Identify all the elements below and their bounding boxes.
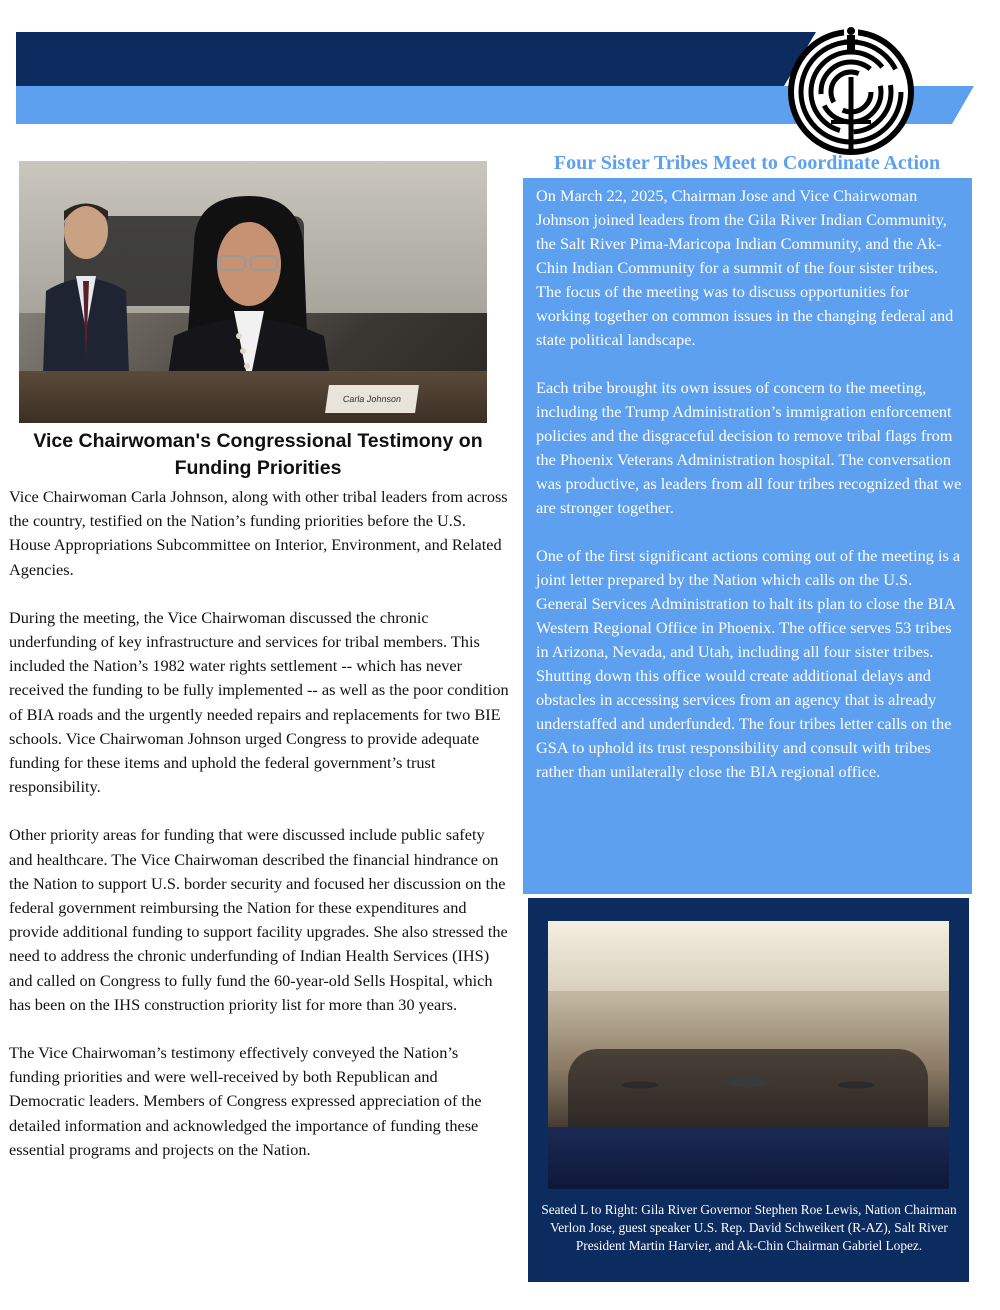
right-paragraph-1: On March 22, 2025, Chairman Jose and Vice Chairwoman Johnson joined leaders from the Gila River Indian Community, the Salt River Pima-Maricopa Indian Community, and the Ak-Chin Indian Community for a summit of the four sister tribes. The focus of the meeting was to discuss opportunities for working together on common issues in the changing federal and state political landscape. (536, 186, 954, 349)
testimony-photo (19, 161, 487, 423)
nameplate: Carla Johnson (325, 385, 419, 413)
left-paragraph-4: The Vice Chairwoman’s testimony effectively conveyed the Nation’s funding priorities and were well-received by both Republican and Democratic leaders. Members of Congress expressed appreciation of the detailed information and acknowledged the importance of funding these essential programs and projects on the Nation. (9, 1043, 482, 1159)
right-article-body (536, 184, 966, 808)
group-photo (548, 921, 949, 1189)
man-in-the-maze-logo-icon (786, 27, 916, 157)
right-paragraph-2: Each tribe brought its own issues of concern to the meeting, including the Trump Administration’s immigration enforcement policies and the disgraceful decision to remove tribal flags from the Phoenix Veterans Administration hospital. The conversation was productive, as leaders from all four tribes recognized that we are stronger together. (536, 378, 962, 517)
left-paragraph-3: Other priority areas for funding that were discussed include public safety and healthcare. The Vice Chairwoman described the financial hindrance on the Nation to support U.S. border security and focused her discussion on the federal government reimbursing the Nation for these expenditures and provide additional funding to support facility upgrades. She also stressed the need to address the chronic underfunding of Indian Health Services (IHS) and called on Congress to fully fund the 60-year-old Sells Hospital, which has been on the IHS construction priority list for more than 30 years. (9, 825, 508, 1014)
left-article-title: Vice Chairwoman's Congressional Testimony on Funding Priorities (33, 430, 483, 479)
left-article-body (9, 485, 509, 1186)
left-paragraph-2: During the meeting, the Vice Chairwoman discussed the chronic underfunding of key infrastructure and services for tribal members. This included the Nation’s 1982 water rights settlement -- which has never received the funding to be fully implemented -- as well as the poor condition of BIA roads and the urgently needed repairs and replacements for two BIE schools. Vice Chairwoman Johnson urged Congress to provide adequate funding for these items and uphold the federal government’s trust responsibility. (9, 607, 509, 797)
right-article-title: Four Sister Tribes Meet to Coordinate Action (553, 152, 941, 174)
header-banner-dark (16, 32, 816, 86)
left-paragraph-1: Vice Chairwoman Carla Johnson, along with other tribal leaders from across the country, testified on the Nation’s funding priorities before the U.S. House Appropriations Subcommittee on Interior, Environment, and Related Agencies. (9, 487, 508, 579)
group-photo-caption: Seated L to Right: Gila River Governor Stephen Roe Lewis, Nation Chairman Verlon Jose, guest speaker U.S. Rep. David Schweikert (R-AZ), Salt River President Martin Harvier, and Ak-Chin Chairman Gabriel Lopez. (541, 1202, 957, 1254)
right-paragraph-3: One of the first significant actions coming out of the meeting is a joint letter prepared by the Nation which calls on the U.S. General Services Administration to halt its plan to close the BIA Western Regional Office in Phoenix. The office serves 53 tribes in Arizona, Nevada, and Utah, including all four sister tribes. Shutting down this office would create additional delays and obstacles in accessing services from an agency that is already understaffed and underfunded. The four tribes letter calls on the GSA to uphold its trust responsibility and consult with tribes rather than unilaterally close the BIA regional office. (536, 546, 961, 781)
